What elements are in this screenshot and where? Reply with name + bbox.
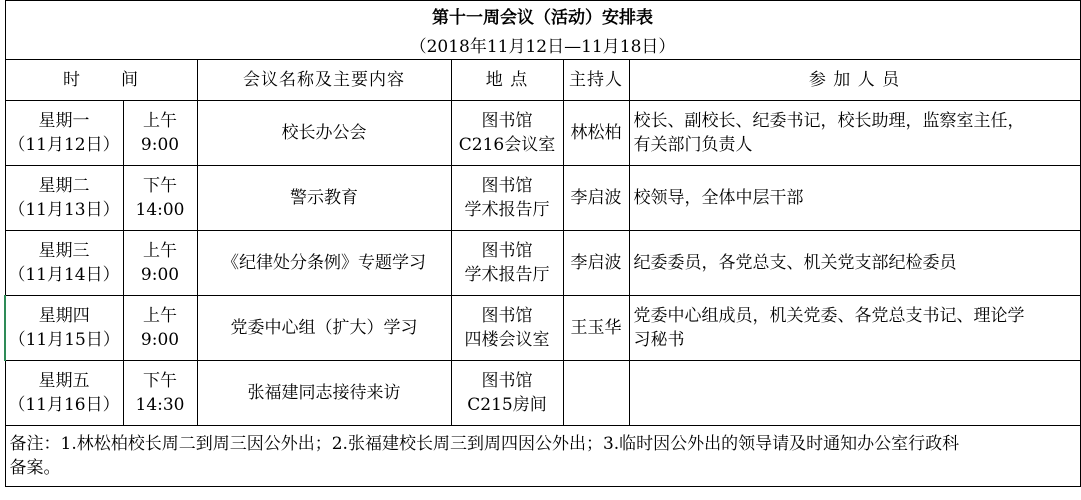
header-row (5, 60, 1080, 101)
host-cell: 林松柏 (563, 101, 629, 166)
content-cell: 党委中心组（扩大）学习 (197, 296, 451, 361)
day-cell: 星期三 （11月14日） (5, 231, 123, 296)
time-cell: 下午 14:00 (123, 166, 197, 231)
attendees-cell: 党委中心组成员，机关党委、各党总支书记、理论学 习秘书 (629, 296, 1080, 361)
table-row (5, 361, 1080, 426)
content-cell: 《纪律处分条例》专题学习 (197, 231, 451, 296)
table-row (5, 296, 1080, 361)
content-cell: 校长办公会 (197, 101, 451, 166)
content-cell: 张福建同志接待来访 (197, 361, 451, 426)
page-title: 第十一周会议（活动）安排表 (5, 1, 1080, 36)
day-cell: 星期一 （11月12日） (5, 101, 123, 166)
attendees-cell: 校领导，全体中层干部 (629, 166, 1080, 231)
attendees-cell: 校长、副校长、纪委书记，校长助理，监察室主任， 有关部门负责人 (629, 101, 1080, 166)
attendees-cell (629, 361, 1080, 426)
attendees-cell: 纪委委员，各党总支、机关党支部纪检委员 (629, 231, 1080, 296)
schedule-table (4, 0, 1081, 487)
place-cell: 图书馆 C216会议室 (451, 101, 563, 166)
host-cell (563, 361, 629, 426)
host-cell: 李启波 (563, 231, 629, 296)
place-cell: 图书馆 四楼会议室 (451, 296, 563, 361)
day-cell: 星期五 （11月16日） (5, 361, 123, 426)
table-row (5, 231, 1080, 296)
day-cell: 星期二 （11月13日） (5, 166, 123, 231)
header-content: 会议名称及主要内容 (197, 60, 451, 101)
day-cell: 星期四 （11月15日） (5, 296, 123, 361)
host-cell: 王玉华 (563, 296, 629, 361)
place-cell: 图书馆 学术报告厅 (451, 166, 563, 231)
header-time: 时 间 (5, 60, 197, 101)
time-cell: 上午 9:00 (123, 296, 197, 361)
header-host: 主持人 (563, 60, 629, 101)
host-cell: 李启波 (563, 166, 629, 231)
time-cell: 上午 9:00 (123, 101, 197, 166)
table-row (5, 101, 1080, 166)
place-cell: 图书馆 学术报告厅 (451, 231, 563, 296)
header-attendees: 参 加 人 员 (629, 60, 1080, 101)
date-range-subtitle: （2018年11月12日—11月18日） (5, 35, 1080, 60)
table-row (5, 166, 1080, 231)
content-cell: 警示教育 (197, 166, 451, 231)
time-cell: 上午 9:00 (123, 231, 197, 296)
time-cell: 下午 14:30 (123, 361, 197, 426)
remarks-note: 备注：1.林松柏校长周二到周三因公外出；2.张福建校长周三到周四因公外出；3.临时因公外出的领导请及时通知办公室行政科 备案。 (5, 426, 1080, 487)
header-place: 地 点 (451, 60, 563, 101)
place-cell: 图书馆 C215房间 (451, 361, 563, 426)
